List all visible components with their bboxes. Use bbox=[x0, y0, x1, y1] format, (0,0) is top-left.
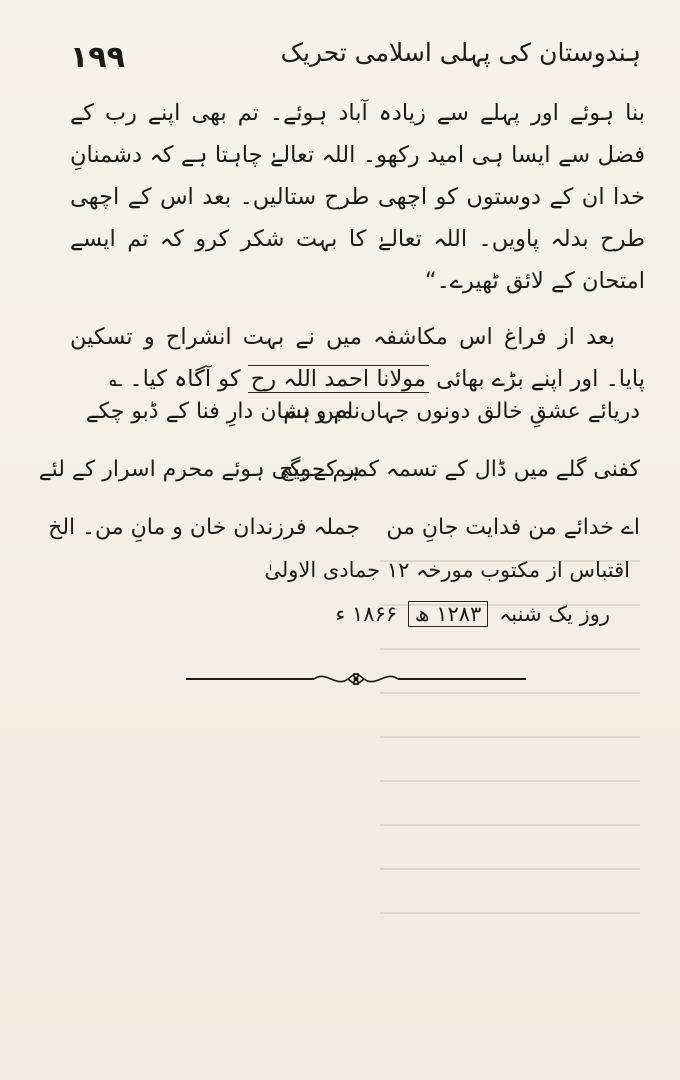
verse-row bbox=[80, 382, 640, 440]
ornamental-divider bbox=[186, 668, 526, 690]
gregorian-year: ۱۸۶۶ ء bbox=[335, 602, 398, 626]
citation-date-line bbox=[110, 592, 610, 636]
verse-first-hemistich: اے خدائے من فدایت جانِ من bbox=[386, 514, 640, 540]
hijri-year-box: ۱۲۸۳ ھ bbox=[408, 601, 488, 627]
page-number: ۱۹۹ bbox=[70, 40, 125, 75]
citation-weekday: روز یک شنبہ bbox=[499, 602, 610, 626]
paragraph-2-before: بعد از فراغ اس مکاشفہ میں نے بہت انشراح و تسکین پایا۔ اور اپنے بڑے بھائی bbox=[70, 324, 645, 392]
verse-second-hemistich: ہم جوگی ہوئے محرم اسرار کے لئے bbox=[38, 456, 360, 482]
running-head: ہندوستان کی پہلی اسلامی تحریک bbox=[280, 38, 641, 67]
verse-first-hemistich: کفنی گلے میں ڈال کے تسمہ کمر کے بیچ bbox=[279, 456, 640, 482]
paragraph-2-after: کو آگاہ کیا۔ ؎ bbox=[109, 366, 241, 392]
paragraph-1: بنا ہوئے اور پہلے سے زیادہ آباد ہوئے۔ تم بھی اپنے رب کے فضل سے ایسا ہی امید رکھو۔ اللہ تعالےٰ چاہتا ہے کہ دشمنانِ خدا ان کے دوستوں کو اچھی طرح ستالیں۔ بعد اس کے اچھی طرح بدلہ پاویں۔ اللہ تعالےٰ کا بہت شکر کرو کہ تم ایسے امتحان کے لائق ٹھیرے۔“ bbox=[70, 100, 645, 294]
body-text bbox=[70, 92, 645, 400]
page-header bbox=[60, 28, 645, 88]
letter-citation bbox=[110, 548, 630, 636]
verse-second-hemistich: جملہ فرزندان خان و مانِ من۔ الخ bbox=[48, 514, 360, 540]
bracketed-name: مولانا احمد اللہ رح bbox=[248, 365, 429, 393]
verse-second-hemistich: نام و نشان دارِ فنا کے ڈبو چکے bbox=[85, 398, 360, 424]
verse-row bbox=[38, 440, 640, 498]
verse-first-hemistich: دریائے عشقِ خالق دونوں جہاں میں ہم bbox=[283, 398, 640, 424]
citation-line-1: اقتباس از مکتوب مورخہ ۱۲ جمادی الاولیٰ bbox=[264, 558, 630, 582]
verse-block bbox=[38, 382, 640, 556]
